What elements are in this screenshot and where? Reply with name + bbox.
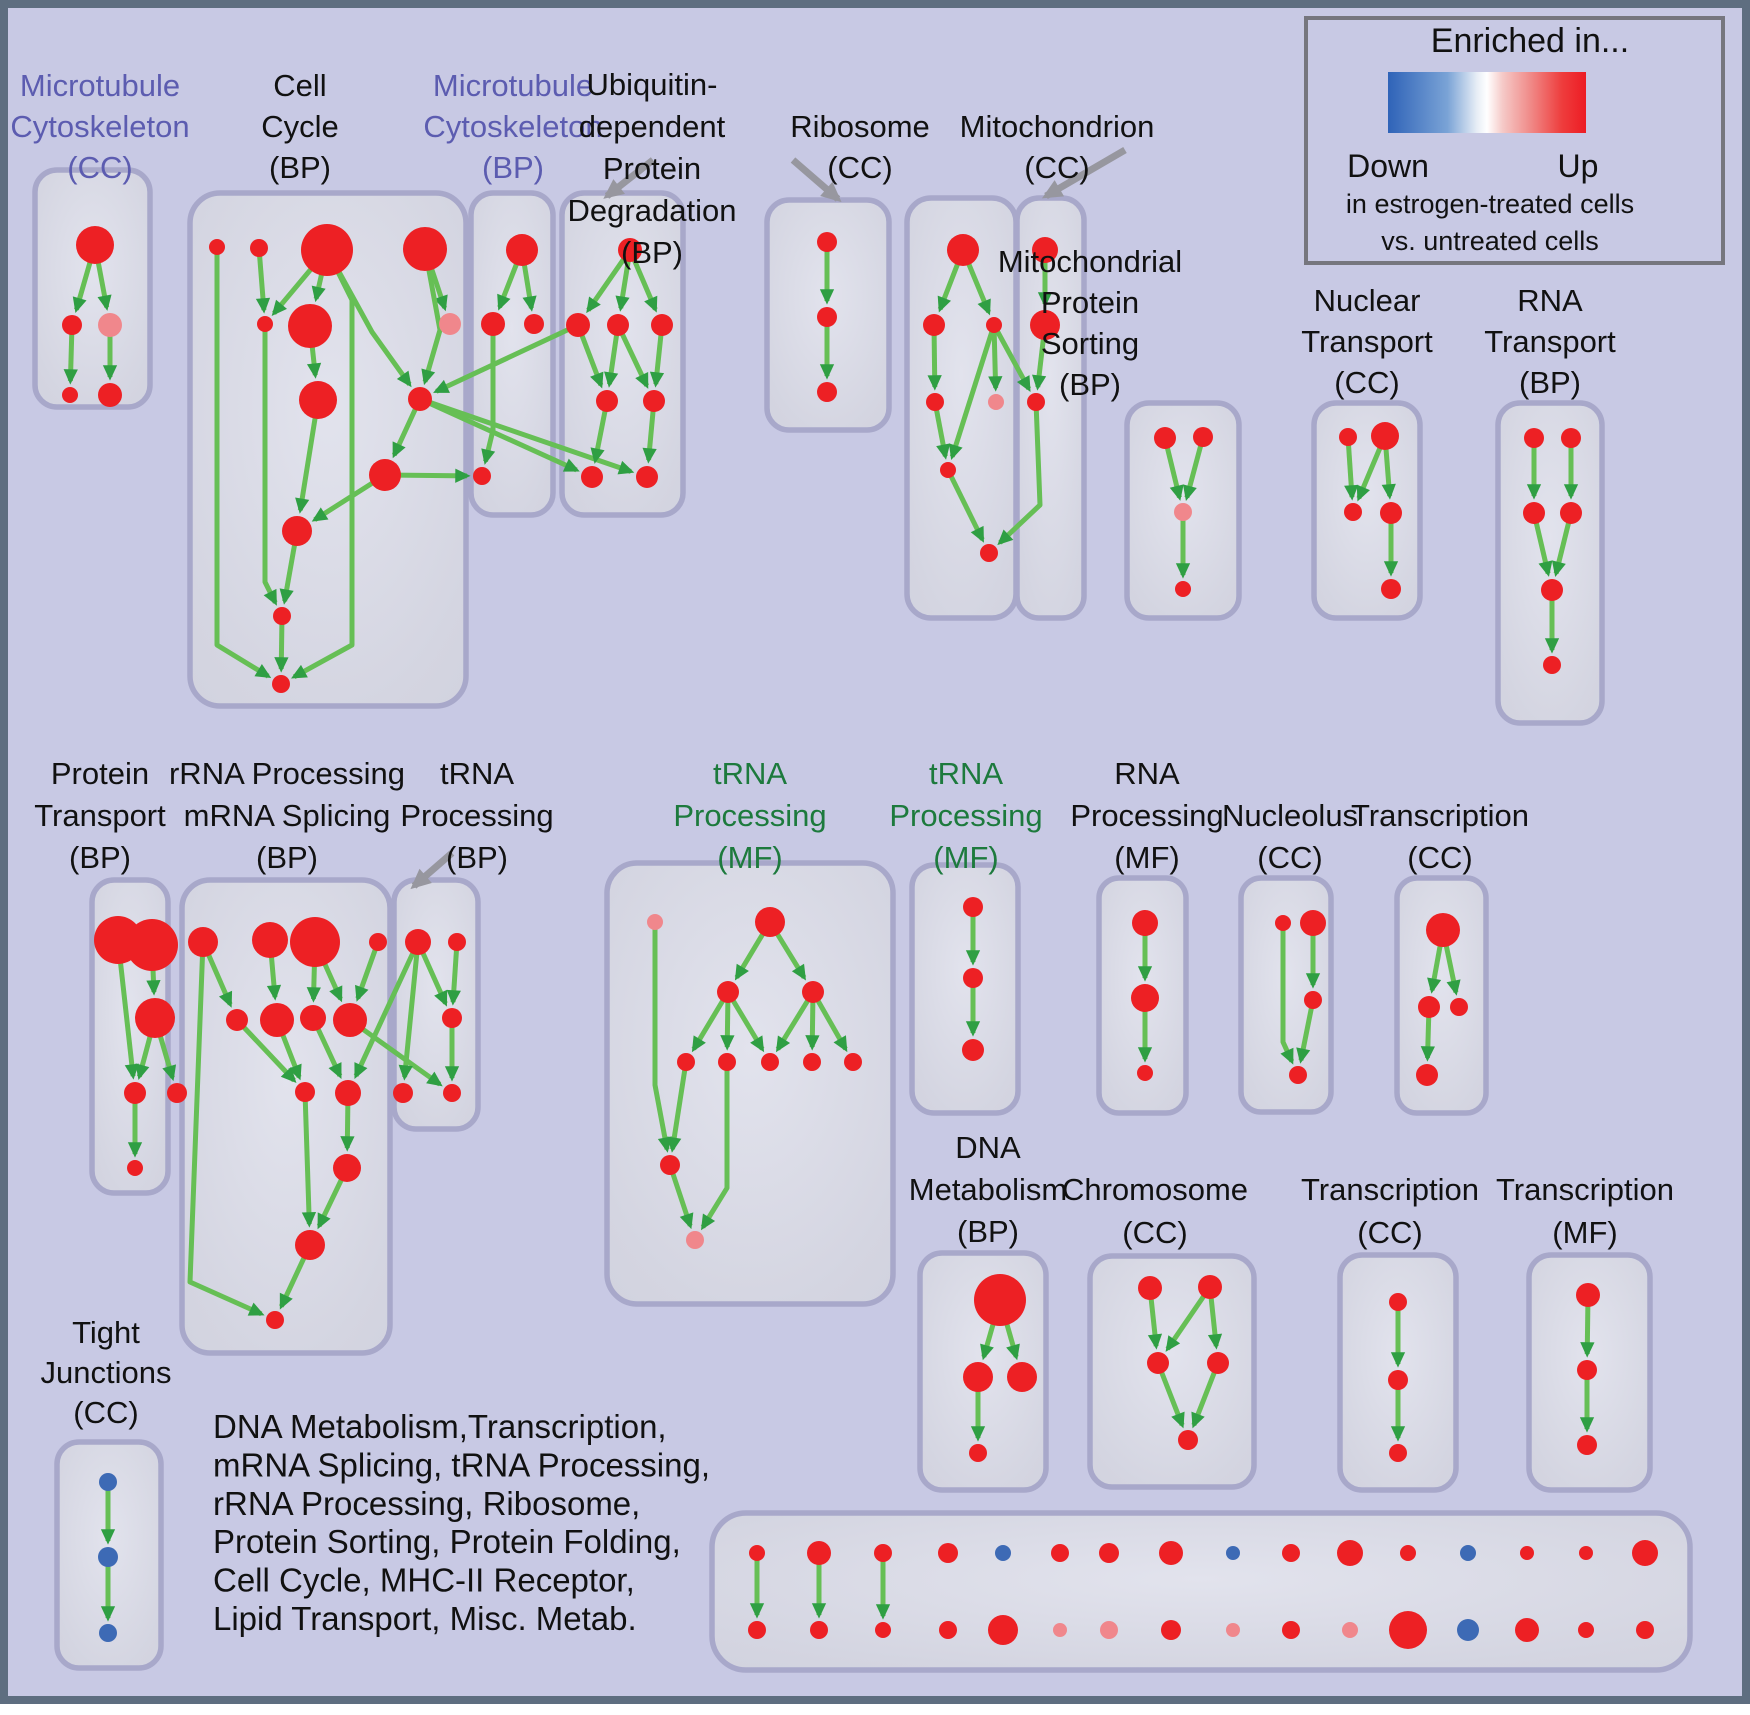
go-term-node-h3 xyxy=(962,1039,984,1061)
go-term-node-i2 xyxy=(1131,984,1159,1012)
cluster-label-rrna-mrna-line0: rRNA Processing xyxy=(168,756,406,791)
go-term-node-n6 xyxy=(288,304,332,348)
misc-terms-text-line1: mRNA Splicing, tRNA Processing, xyxy=(213,1446,711,1484)
cluster-label-nuclear-transport-line2: (CC) xyxy=(1334,365,1400,400)
go-term-node-st3 xyxy=(938,1543,958,1563)
cluster-label-mitochondrion-line1: (CC) xyxy=(1024,150,1090,185)
go-term-node-st2 xyxy=(874,1544,892,1562)
cluster-label-dna-metabolism-line2: (BP) xyxy=(957,1214,1019,1249)
go-term-node-r5 xyxy=(988,394,1004,410)
cluster-label-mito-sorting-line2: Sorting xyxy=(1040,326,1140,361)
legend-subtitle-1: in estrogen-treated cells xyxy=(1345,189,1635,219)
go-term-node-n9 xyxy=(408,387,432,411)
go-term-node-k2 xyxy=(1418,996,1440,1018)
go-term-node-n1 xyxy=(209,239,225,255)
go-term-node-sb0 xyxy=(748,1621,766,1639)
go-term-node-s3 xyxy=(1174,503,1192,521)
go-term-node-sb9 xyxy=(1282,1621,1300,1639)
cluster-label-cell-cycle-line1: Cycle xyxy=(261,109,339,144)
go-term-node-t3 xyxy=(1344,503,1362,521)
go-term-node-z2 xyxy=(98,1547,118,1567)
go-term-node-n2 xyxy=(250,239,268,257)
legend-down-label: Down xyxy=(1347,148,1429,184)
cluster-label-rna-proc-mf-line1: Processing xyxy=(1070,798,1224,833)
go-term-node-u3 xyxy=(607,314,629,336)
go-term-node-n13 xyxy=(272,675,290,693)
go-term-node-w3 xyxy=(1523,502,1545,524)
cluster-label-transcription-cc-bot-line0: Transcription xyxy=(1300,1172,1480,1207)
legend-title: Enriched in... xyxy=(1430,22,1630,60)
go-term-node-q1 xyxy=(188,927,218,957)
go-term-node-st14 xyxy=(1579,1546,1593,1560)
go-term-node-q5 xyxy=(226,1009,248,1031)
go-term-node-q13 xyxy=(266,1311,284,1329)
go-term-node-g9 xyxy=(844,1053,862,1071)
legend-subtitle-2: vs. untreated cells xyxy=(1381,226,1599,256)
go-term-node-k1 xyxy=(1426,913,1460,947)
go-term-node-q11 xyxy=(333,1154,361,1182)
go-term-node-g8 xyxy=(803,1053,821,1071)
go-term-node-y2 xyxy=(1577,1360,1597,1380)
go-term-node-e2 xyxy=(1198,1275,1222,1299)
cluster-label-rna-transport-line0: RNA xyxy=(1517,283,1583,318)
go-term-node-q3 xyxy=(290,917,340,967)
cluster-label-mitochondrion-line0: Mitochondrion xyxy=(959,109,1155,144)
go-term-node-d3 xyxy=(1007,1362,1037,1392)
go-term-node-u6 xyxy=(643,390,665,412)
go-term-node-o3 xyxy=(524,314,544,334)
go-term-node-q12 xyxy=(295,1230,325,1260)
go-term-node-n10 xyxy=(369,459,401,491)
go-term-node-w4 xyxy=(1560,502,1582,524)
cluster-label-ubiquitin-line3: Degradation xyxy=(567,193,737,228)
go-term-node-m3 xyxy=(1027,393,1045,411)
go-term-node-u4 xyxy=(651,314,673,336)
go-term-node-st1 xyxy=(807,1541,831,1565)
go-term-node-i3 xyxy=(1137,1065,1153,1081)
go-term-node-r6 xyxy=(940,462,956,478)
cluster-label-transcription-mf-line1: (MF) xyxy=(1552,1215,1618,1250)
go-term-node-o4 xyxy=(473,467,491,485)
go-term-node-q8 xyxy=(333,1003,367,1037)
go-term-node-sb10 xyxy=(1342,1622,1358,1638)
cluster-label-rna-proc-mf-line2: (MF) xyxy=(1114,840,1180,875)
go-term-node-j4 xyxy=(1289,1066,1307,1084)
cluster-label-mt-bp-line2: (BP) xyxy=(482,150,544,185)
cluster-label-nuclear-transport-line0: Nuclear xyxy=(1313,283,1421,318)
go-term-node-j1 xyxy=(1275,915,1291,931)
misc-terms-text-line2: rRNA Processing, Ribosome, xyxy=(213,1484,641,1522)
go-term-node-q6 xyxy=(260,1003,294,1037)
cluster-label-tight-junctions-line1: Junctions xyxy=(40,1355,172,1390)
go-term-node-o1 xyxy=(506,234,538,266)
go-term-node-y1 xyxy=(1576,1283,1600,1307)
go-term-node-st9 xyxy=(1282,1544,1300,1562)
cluster-box-b10 xyxy=(1498,403,1602,723)
go-term-node-c3 xyxy=(98,313,122,337)
go-term-node-n4 xyxy=(403,227,447,271)
go-term-node-k3 xyxy=(1450,998,1468,1016)
go-term-node-n12 xyxy=(273,607,291,625)
go-term-node-r1 xyxy=(947,234,979,266)
go-term-node-s2 xyxy=(1193,427,1213,447)
go-term-node-g2 xyxy=(755,907,785,937)
cluster-label-ribosome-line0: Ribosome xyxy=(790,109,930,144)
go-term-node-t2 xyxy=(1371,422,1399,450)
go-term-node-z1 xyxy=(99,1473,117,1491)
go-term-node-sb5 xyxy=(1053,1623,1067,1637)
cluster-label-mt-bp-line0: Microtubule xyxy=(432,68,594,103)
go-term-node-r4 xyxy=(926,393,944,411)
go-term-node-z3 xyxy=(99,1624,117,1642)
go-term-node-s4 xyxy=(1175,581,1191,597)
go-term-node-u7 xyxy=(581,466,603,488)
cluster-box-b20 xyxy=(1090,1256,1254,1487)
cluster-label-trna-mf-1-line1: Processing xyxy=(673,798,827,833)
go-term-node-w5 xyxy=(1541,579,1563,601)
go-term-node-d1 xyxy=(974,1274,1026,1326)
go-term-node-sb13 xyxy=(1515,1618,1539,1642)
go-term-node-p2 xyxy=(126,919,178,971)
go-term-node-q9 xyxy=(295,1082,315,1102)
go-term-node-c1 xyxy=(76,226,114,264)
go-term-node-g11 xyxy=(686,1231,704,1249)
go-term-node-st10 xyxy=(1337,1540,1363,1566)
cluster-label-rrna-mrna-line2: (BP) xyxy=(256,840,318,875)
go-term-node-w6 xyxy=(1543,656,1561,674)
go-term-node-x3 xyxy=(442,1008,462,1028)
cluster-label-tight-junctions-line2: (CC) xyxy=(73,1395,139,1430)
go-term-node-g10 xyxy=(660,1155,680,1175)
go-term-node-k4 xyxy=(1416,1064,1438,1086)
go-term-node-f3 xyxy=(1389,1444,1407,1462)
cluster-label-nucleolus-line1: (CC) xyxy=(1257,840,1323,875)
go-term-node-sb2 xyxy=(875,1622,891,1638)
cluster-label-nucleolus-line0: Nucleolus xyxy=(1221,798,1359,833)
cluster-label-trna-mf-2-line2: (MF) xyxy=(933,840,999,875)
legend-gradient-bar xyxy=(1388,72,1586,133)
go-term-node-d4 xyxy=(969,1444,987,1462)
go-term-node-sb4 xyxy=(988,1615,1018,1645)
cluster-label-rrna-mrna-line1: mRNA Splicing xyxy=(183,798,391,833)
cluster-label-trna-mf-1-line0: tRNA xyxy=(712,756,788,791)
cluster-label-rna-proc-mf-line0: RNA xyxy=(1114,756,1180,791)
go-term-node-j3 xyxy=(1304,991,1322,1009)
cluster-label-protein-transport-line2: (BP) xyxy=(69,840,131,875)
go-term-node-st11 xyxy=(1400,1545,1416,1561)
go-term-node-r2 xyxy=(923,314,945,336)
cluster-label-trna-mf-2-line0: tRNA xyxy=(928,756,1004,791)
cluster-label-rna-transport-line2: (BP) xyxy=(1519,365,1581,400)
go-term-node-u8 xyxy=(636,466,658,488)
go-term-node-sb11 xyxy=(1389,1611,1427,1649)
go-term-node-r7 xyxy=(980,544,998,562)
go-term-node-st12 xyxy=(1460,1545,1476,1561)
go-term-node-x5 xyxy=(443,1084,461,1102)
go-term-node-g5 xyxy=(677,1053,695,1071)
cluster-label-mt-bp-line1: Cytoskeleton xyxy=(423,109,603,144)
go-term-node-r3 xyxy=(986,317,1002,333)
go-term-node-sb15 xyxy=(1636,1621,1654,1639)
go-term-node-q10 xyxy=(335,1080,361,1106)
cluster-label-trna-bp-line1: Processing xyxy=(400,798,554,833)
go-term-node-e4 xyxy=(1207,1352,1229,1374)
go-term-node-f1 xyxy=(1389,1293,1407,1311)
go-term-node-st13 xyxy=(1520,1546,1534,1560)
cluster-label-transcription-cc-mid-line0: Transcription xyxy=(1350,798,1530,833)
go-term-node-d2 xyxy=(963,1362,993,1392)
cluster-box-b1 xyxy=(35,170,150,407)
go-term-node-sb8 xyxy=(1226,1623,1240,1637)
cluster-label-chromosome-line0: Chromosome xyxy=(1061,1172,1249,1207)
misc-terms-text-line4: Cell Cycle, MHC-II Receptor, xyxy=(213,1561,635,1599)
go-term-node-g7 xyxy=(761,1053,779,1071)
go-term-node-t4 xyxy=(1380,502,1402,524)
go-term-node-x2 xyxy=(448,933,466,951)
cluster-label-trna-bp-line0: tRNA xyxy=(439,756,515,791)
go-term-node-h2 xyxy=(963,968,983,988)
go-term-node-c2 xyxy=(62,315,82,335)
cluster-box-b24 xyxy=(712,1513,1690,1670)
go-term-node-p5 xyxy=(167,1083,187,1103)
go-term-node-w2 xyxy=(1561,428,1581,448)
cluster-label-trna-mf-1-line2: (MF) xyxy=(717,840,783,875)
go-term-node-n8 xyxy=(299,381,337,419)
go-term-node-y3 xyxy=(1577,1435,1597,1455)
go-term-node-n5 xyxy=(257,316,273,332)
go-term-node-n3 xyxy=(301,224,353,276)
go-term-node-st7 xyxy=(1159,1541,1183,1565)
go-term-node-x4 xyxy=(393,1083,413,1103)
go-term-node-p3 xyxy=(135,998,175,1038)
legend-up-label: Up xyxy=(1557,148,1599,184)
go-term-node-sb1 xyxy=(810,1621,828,1639)
cluster-label-transcription-cc-bot-line1: (CC) xyxy=(1357,1215,1423,1250)
go-term-node-st5 xyxy=(1051,1544,1069,1562)
go-term-node-e3 xyxy=(1147,1352,1169,1374)
misc-terms-text-line3: Protein Sorting, Protein Folding, xyxy=(213,1523,681,1561)
go-term-node-st6 xyxy=(1099,1543,1119,1563)
cluster-label-transcription-cc-mid-line1: (CC) xyxy=(1407,840,1473,875)
go-term-node-u5 xyxy=(596,390,618,412)
cluster-label-cell-cycle-line2: (BP) xyxy=(269,150,331,185)
cluster-label-nuclear-transport-line1: Transport xyxy=(1301,324,1433,359)
cluster-box-b9 xyxy=(1314,403,1420,618)
cluster-label-trna-bp-line2: (BP) xyxy=(446,840,508,875)
go-term-node-t1 xyxy=(1339,428,1357,446)
go-term-node-n11 xyxy=(282,516,312,546)
cluster-label-trna-mf-2-line1: Processing xyxy=(889,798,1043,833)
misc-terms-text-line0: DNA Metabolism,Transcription, xyxy=(213,1408,667,1445)
go-term-node-st15 xyxy=(1632,1540,1658,1566)
go-term-node-v2 xyxy=(817,307,837,327)
cluster-label-dna-metabolism-line0: DNA xyxy=(955,1130,1021,1165)
go-term-node-st4 xyxy=(995,1545,1011,1561)
cluster-label-mt-cc-line0: Microtubule xyxy=(19,68,181,103)
go-term-node-n7 xyxy=(439,313,461,335)
go-term-node-sb7 xyxy=(1161,1620,1181,1640)
go-term-node-t5 xyxy=(1381,579,1401,599)
go-term-node-sb3 xyxy=(939,1621,957,1639)
go-term-node-st8 xyxy=(1226,1546,1240,1560)
cluster-label-ubiquitin-line2: Protein xyxy=(602,151,702,186)
cluster-label-ribosome-line1: (CC) xyxy=(827,150,893,185)
cluster-box-b14 xyxy=(607,863,893,1304)
go-term-node-g1 xyxy=(647,914,663,930)
cluster-label-dna-metabolism-line1: Metabolism xyxy=(908,1172,1068,1207)
go-term-node-st0 xyxy=(749,1545,765,1561)
go-term-node-o2 xyxy=(481,312,505,336)
cluster-label-chromosome-line1: (CC) xyxy=(1122,1215,1188,1250)
cluster-label-mt-cc-line1: Cytoskeleton xyxy=(10,109,190,144)
cluster-label-mito-sorting-line0: Mitochondrial xyxy=(997,244,1183,279)
go-term-node-sb6 xyxy=(1100,1621,1118,1639)
cluster-label-mt-cc-line2: (CC) xyxy=(67,150,133,185)
go-term-node-q2 xyxy=(252,922,288,958)
go-term-node-w1 xyxy=(1524,428,1544,448)
go-term-node-v3 xyxy=(817,382,837,402)
cluster-label-ubiquitin-line0: Ubiquitin- xyxy=(586,67,718,102)
go-term-node-e5 xyxy=(1178,1430,1198,1450)
go-term-node-x1 xyxy=(405,929,431,955)
cluster-label-transcription-mf-line0: Transcription xyxy=(1495,1172,1675,1207)
go-term-node-u2 xyxy=(566,313,590,337)
go-term-node-g3 xyxy=(717,981,739,1003)
cluster-label-mito-sorting-line1: Protein xyxy=(1040,285,1140,320)
cluster-label-ubiquitin-line1: dependent xyxy=(578,109,726,144)
go-term-node-q7 xyxy=(300,1005,326,1031)
cluster-label-mito-sorting-line3: (BP) xyxy=(1059,367,1121,402)
go-term-node-g4 xyxy=(802,981,824,1003)
go-term-node-sb14 xyxy=(1578,1622,1594,1638)
go-term-node-p6 xyxy=(127,1160,143,1176)
cluster-label-protein-transport-line0: Protein xyxy=(50,756,150,791)
edge-arrow-r3-r5 xyxy=(994,325,996,388)
cluster-label-tight-junctions-line0: Tight xyxy=(72,1315,140,1350)
go-term-node-g6 xyxy=(718,1053,736,1071)
misc-terms-text-line5: Lipid Transport, Misc. Metab. xyxy=(213,1600,637,1637)
go-term-node-f2 xyxy=(1388,1370,1408,1390)
go-term-node-p4 xyxy=(124,1082,146,1104)
cluster-label-ubiquitin-line4: (BP) xyxy=(621,235,683,270)
go-term-node-s1 xyxy=(1154,427,1176,449)
go-term-node-j2 xyxy=(1300,910,1326,936)
cluster-label-cell-cycle-line0: Cell xyxy=(273,68,327,103)
go-term-node-e1 xyxy=(1138,1276,1162,1300)
go-term-node-q4 xyxy=(369,933,387,951)
go-term-node-v1 xyxy=(817,232,837,252)
cluster-label-rna-transport-line1: Transport xyxy=(1484,324,1616,359)
go-term-node-i1 xyxy=(1132,910,1158,936)
go-term-node-c4 xyxy=(62,387,78,403)
go-term-node-h1 xyxy=(963,897,983,917)
go-term-node-sb12 xyxy=(1457,1619,1479,1641)
go-term-node-c5 xyxy=(98,383,122,407)
cluster-label-protein-transport-line1: Transport xyxy=(34,798,166,833)
